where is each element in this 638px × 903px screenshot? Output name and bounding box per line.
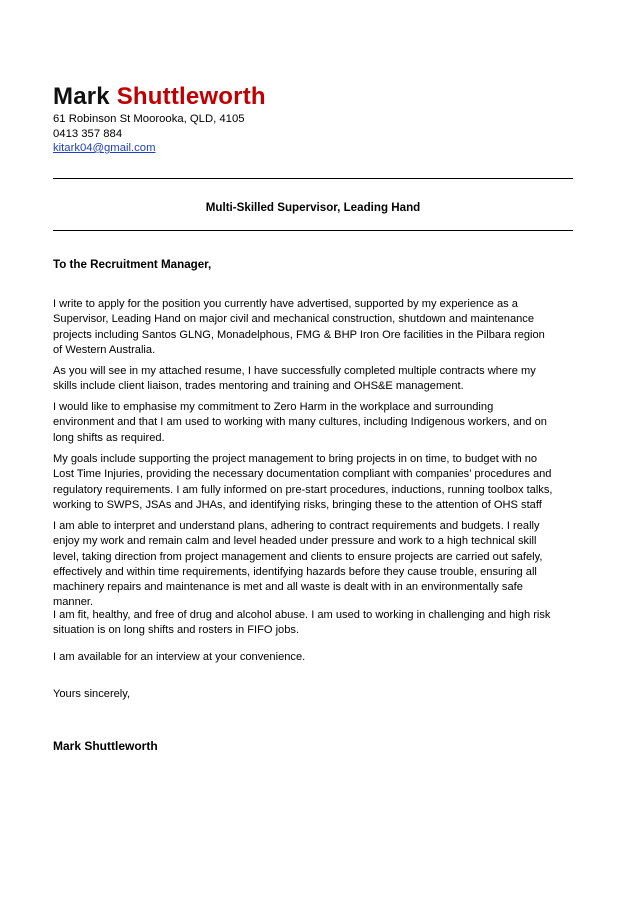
paragraph-line: I write to apply for the position you currently have advertised, supported by my experience as a xyxy=(53,298,518,310)
signature-name: Mark Shuttleworth xyxy=(53,739,158,753)
paragraph-line: Lost Time Injuries, providing the necessary documentation compliant with companies’ procedures and xyxy=(53,468,552,481)
salutation: To the Recruitment Manager, xyxy=(53,258,212,271)
paragraph-line: level, taking direction from project management and clients to ensure projects are carried out safely, xyxy=(53,550,543,563)
paragraph-line: environment and that I am used to working with many cultures, including Indigenous workers, and on xyxy=(53,416,547,429)
paragraph-line: manner. xyxy=(53,596,94,609)
applicant-name xyxy=(53,83,266,111)
paragraph-line: projects including Santos GLNG, Monadelphous, FMG & BHP Iron Ore facilities in the Pilbara region xyxy=(53,328,545,341)
paragraph-zero-harm xyxy=(53,400,577,446)
paragraph-fitness xyxy=(53,608,577,639)
last-name: Shuttleworth xyxy=(116,83,266,110)
paragraph-intro xyxy=(53,297,577,358)
paragraph-line: situation is on long shifts and rosters in FIFO jobs. xyxy=(53,624,300,637)
paragraph-line: of Western Australia. xyxy=(53,343,156,356)
paragraph-line: I am fit, healthy, and free of drug and alcohol abuse. I am used to working in challenging and high risk xyxy=(53,609,551,621)
paragraph-line: working to SWPS, JSAs and JHAs, and identifying risks, bringing these to the attention of OHS staff xyxy=(53,498,542,511)
paragraph-line: skills include client liaison, trades mentoring and training and OHS&E management. xyxy=(53,380,464,393)
divider-bottom xyxy=(53,230,573,231)
paragraph-line: Supervisor, Leading Hand on major civil and mechanical construction, shutdown and maintenance xyxy=(53,313,535,326)
divider-top xyxy=(53,178,573,179)
paragraph-line: I am able to interpret and understand plans, adhering to contract requirements and budgets. I really xyxy=(53,520,540,532)
paragraph-line: regulatory requirements. I am fully informed on pre-start procedures, inductions, running toolbox talks, xyxy=(53,483,553,496)
email-link[interactable]: kitark04@gmail.com xyxy=(53,142,156,154)
paragraph-line: enjoy my work and remain calm and level headed under pressure and work to a high technical skill xyxy=(53,535,537,548)
paragraph-resume xyxy=(53,364,577,395)
first-name: Mark xyxy=(53,83,110,110)
paragraph-availability xyxy=(53,650,577,665)
paragraph-line: As you will see in my attached resume, I have successfully completed multiple contracts where my xyxy=(53,365,536,377)
closing-line: Yours sincerely, xyxy=(53,688,131,700)
phone-line: 0413 357 884 xyxy=(53,128,123,140)
paragraph-goals xyxy=(53,452,577,513)
paragraph-line: My goals include supporting the project management to bring projects in on time, to budget with no xyxy=(53,453,538,465)
paragraph-line: I would like to emphasise my commitment to Zero Harm in the workplace and surrounding xyxy=(53,401,494,413)
job-title-headline: Multi-Skilled Supervisor, Leading Hand xyxy=(205,201,421,214)
paragraph-line: machinery repairs and maintenance is met and all waste is dealt with in an environmentally safe xyxy=(53,581,523,594)
paragraph-line: I am available for an interview at your convenience. xyxy=(53,651,306,663)
paragraph-line: long shifts as required. xyxy=(53,431,165,444)
paragraph-line: effectively and within time requirements, identifying hazards before they cause trouble, ensuring all xyxy=(53,565,537,578)
paragraph-skills xyxy=(53,519,577,611)
address-line: 61 Robinson St Moorooka, QLD, 4105 xyxy=(53,113,245,125)
